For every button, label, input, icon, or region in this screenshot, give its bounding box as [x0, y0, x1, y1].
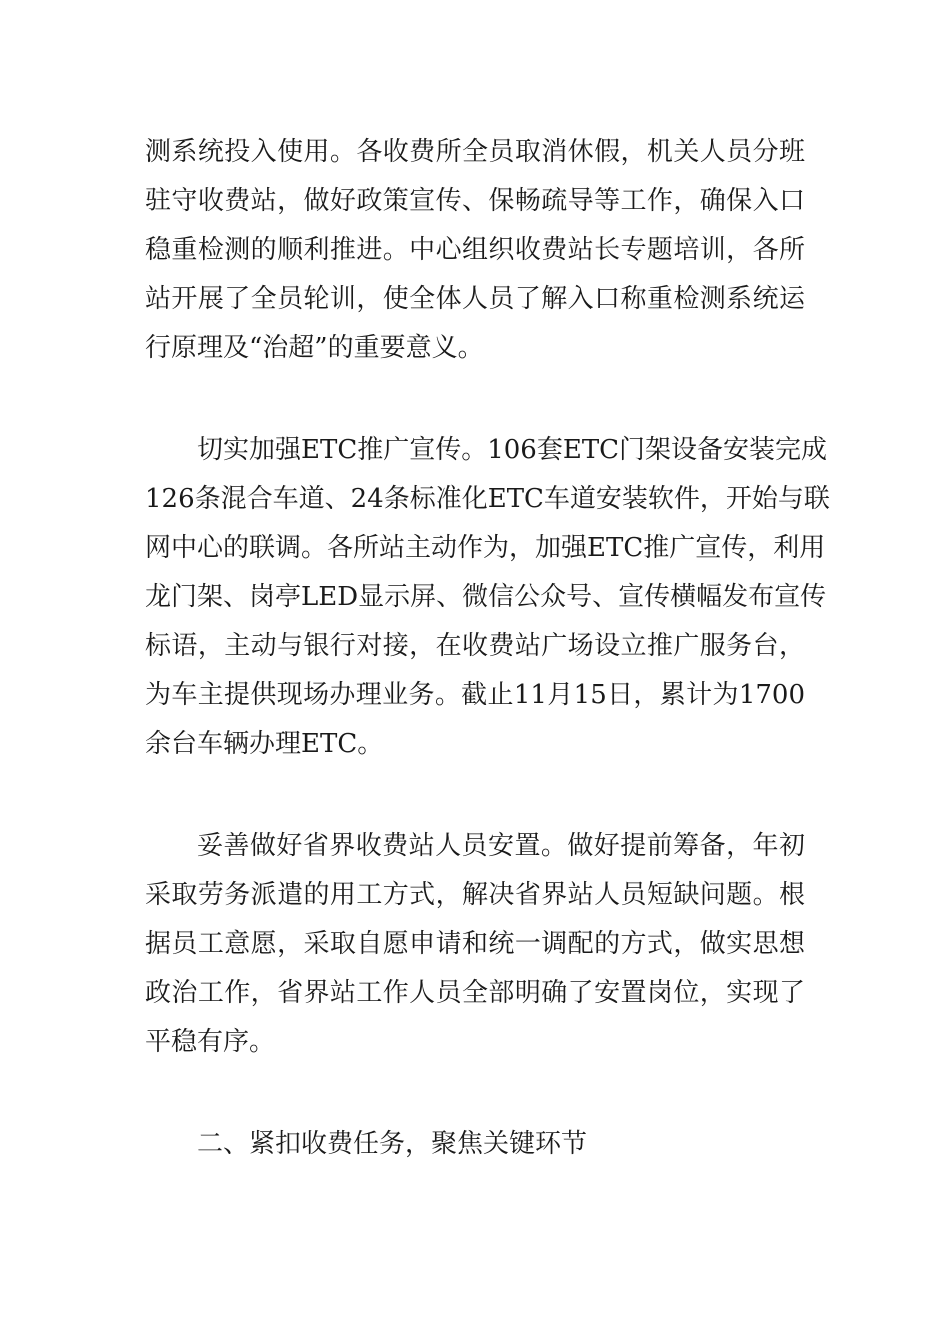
text-line: 站开展了全员轮训，使全体人员了解入口称重检测系统运 — [145, 284, 805, 314]
text-line: 平稳有序。 — [145, 1027, 276, 1057]
text-line: 据员工意愿，采取自愿申请和统一调配的方式，做实思想 — [145, 929, 805, 959]
text-line: 妥善做好省界收费站人员安置。做好提前筹备，年初 — [197, 831, 805, 861]
section-heading: 二、紧扣收费任务，聚焦关键环节 — [197, 1129, 588, 1159]
text-line: 驻守收费站，做好政策宣传、保畅疏导等工作，确保入口 — [145, 186, 805, 216]
text-line: 标语，主动与银行对接，在收费站广场设立推广服务台， — [145, 631, 805, 661]
text-line: 为车主提供现场办理业务。截止11月15日，累计为1700 — [145, 680, 805, 710]
text-line: 采取劳务派遣的用工方式，解决省界站人员短缺问题。根 — [145, 880, 805, 910]
text-line: 政治工作，省界站工作人员全部明确了安置岗位，实现了 — [145, 978, 805, 1008]
text-line: 网中心的联调。各所站主动作为，加强ETC推广宣传，利用 — [145, 533, 826, 563]
text-line: 龙门架、岗亭LED显示屏、微信公众号、宣传横幅发布宣传 — [145, 582, 827, 612]
text-line: 测系统投入使用。各收费所全员取消休假，机关人员分班 — [145, 137, 805, 167]
text-line: 余台车辆办理ETC。 — [145, 729, 384, 759]
text-line: 切实加强ETC推广宣传。106套ETC门架设备安装完成 — [197, 435, 828, 465]
text-line: 行原理及“治超”的重要意义。 — [145, 333, 484, 363]
text-line: 稳重检测的顺利推进。中心组织收费站长专题培训，各所 — [145, 235, 805, 265]
text-line: 126条混合车道、24条标准化ETC车道安装软件，开始与联 — [145, 484, 830, 514]
